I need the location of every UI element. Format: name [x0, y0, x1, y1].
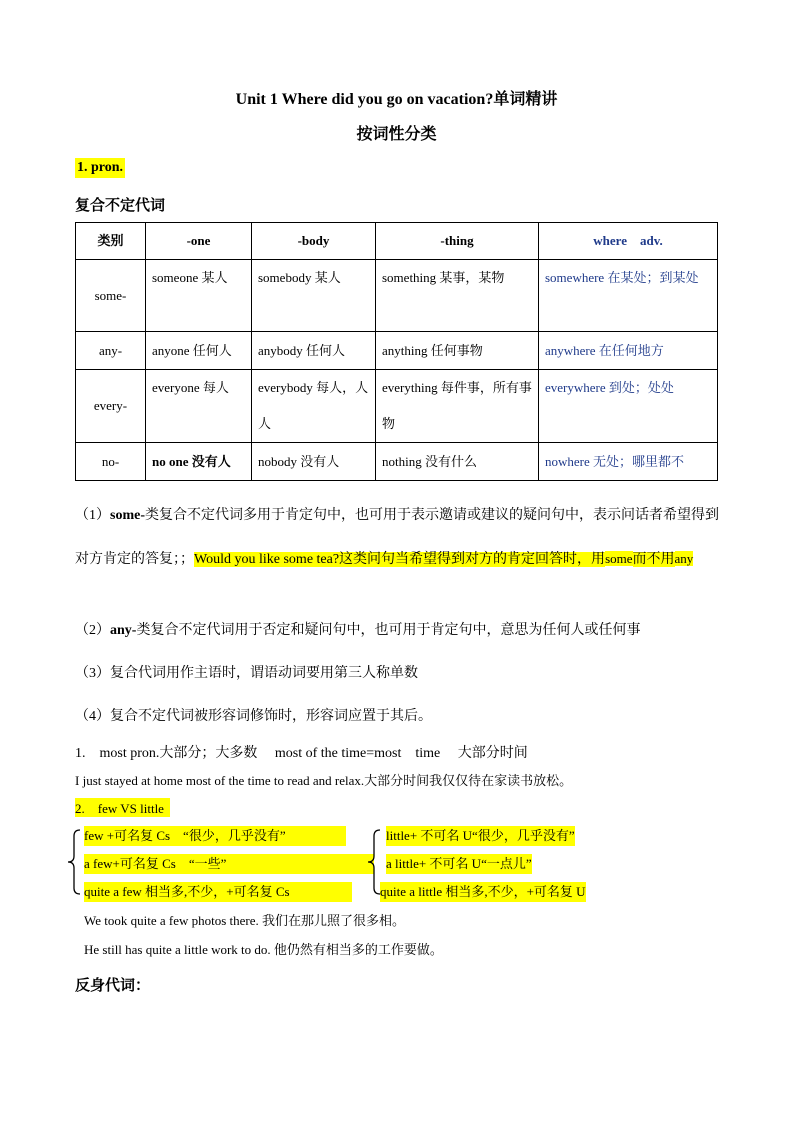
little-rule-3: quite a little 相当多,不少，+可名复 U: [380, 882, 586, 902]
compound-pronoun-table: [75, 222, 718, 481]
note-1-keyword: some-: [110, 508, 145, 523]
few-rule-2: a few+可名复 Cs “一些”: [84, 854, 374, 874]
table-cell: something 某事，某物: [376, 260, 539, 332]
table-cell: somewhere 在某处；到某处: [539, 260, 718, 332]
table-cell: everybody 每人，人人: [252, 370, 376, 443]
table-cell: anything 任何事物: [376, 332, 539, 370]
few-little-heading: 2. few VS little: [75, 798, 170, 817]
table-header-row: [76, 223, 718, 260]
header-body: -body: [252, 223, 376, 260]
note-1-highlight: Would you like some tea?这类问句当希望得到对方的肯定回答时，用: [194, 552, 606, 567]
table-cell: everyone 每人: [146, 370, 252, 443]
table-cell: nobody 没有人: [252, 443, 376, 481]
table-cell: everywhere 到处；处处: [539, 370, 718, 443]
header-where: where adv.: [539, 223, 718, 260]
note-1: [75, 494, 723, 581]
left-brace-icon: [66, 826, 84, 898]
page-title: Unit 1 Where did you go on vacation?单词精讲: [235, 91, 558, 108]
table-row: [76, 332, 718, 370]
reflexive-heading: 反身代词：: [75, 978, 151, 994]
table-cell: every-: [76, 370, 146, 443]
note-2-text: 类复合不定代词用于否定和疑问句中，也可用于肯定句中，意思为任何人或任何事: [136, 623, 641, 638]
little-example: He still has quite a little work to do. 他仍然有相当多的工作要做。: [84, 942, 443, 957]
table-cell: no-: [76, 443, 146, 481]
compound-heading: 复合不定代词: [75, 198, 166, 214]
table-cell: someone 某人: [146, 260, 252, 332]
header-thing: -thing: [376, 223, 539, 260]
table-row: [76, 260, 718, 332]
few-rule-1: few +可名复 Cs “很少，几乎没有”: [84, 826, 346, 846]
most-example: I just stayed at home most of the time to read and relax.大部分时间我仅仅待在家读书放松。: [75, 773, 573, 788]
table-cell: nowhere 无处；哪里都不: [539, 443, 718, 481]
few-example: We took quite a few photos there. 我们在那儿照了很多相。: [84, 913, 406, 928]
note-1-highlight-2: 而不用: [632, 552, 675, 567]
few-rule-3: quite a few 相当多,不少，+可名复 Cs: [84, 882, 352, 902]
note-1-any: any: [674, 551, 694, 566]
table-cell: some-: [76, 260, 146, 332]
note-2: [75, 620, 723, 642]
header-one: -one: [146, 223, 252, 260]
table-cell: no one 没有人: [146, 443, 252, 481]
table-row: [76, 370, 718, 443]
header-category: 类别: [76, 223, 146, 260]
note-2-number: （2）: [75, 623, 110, 638]
note-4: （4）复合不定代词被形容词修饰时，形容词应置于其后。: [75, 709, 432, 724]
table-cell: any-: [76, 332, 146, 370]
section-pron-heading: 1. pron.: [75, 158, 125, 178]
table-cell: everything 每件事，所有事物: [376, 370, 539, 443]
table-row: [76, 443, 718, 481]
note-1-number: （1）: [75, 508, 110, 523]
most-definition: 1. most pron.大部分；大多数 most of the time=most time 大部分时间: [75, 746, 528, 761]
table-cell: somebody 某人: [252, 260, 376, 332]
table-cell: nothing 没有什么: [376, 443, 539, 481]
page-subtitle: 按词性分类: [356, 126, 437, 143]
note-1-text: 类复合不定代词多用于肯定句中，也可用于表示邀请或建议的疑问句中，表示问话者希望得到对方肯定的答复；；: [75, 508, 719, 567]
note-2-keyword: any-: [110, 623, 137, 638]
little-rule-2: a little+ 不可名 U“一点儿”: [386, 854, 532, 874]
table-cell: anybody 任何人: [252, 332, 376, 370]
note-3: （3）复合代词用作主语时，谓语动词要用第三人称单数: [75, 666, 418, 681]
note-1-some: some: [605, 551, 633, 566]
table-cell: anywhere 在任何地方: [539, 332, 718, 370]
table-cell: anyone 任何人: [146, 332, 252, 370]
little-rule-1: little+ 不可名 U“很少，几乎没有”: [386, 826, 575, 846]
